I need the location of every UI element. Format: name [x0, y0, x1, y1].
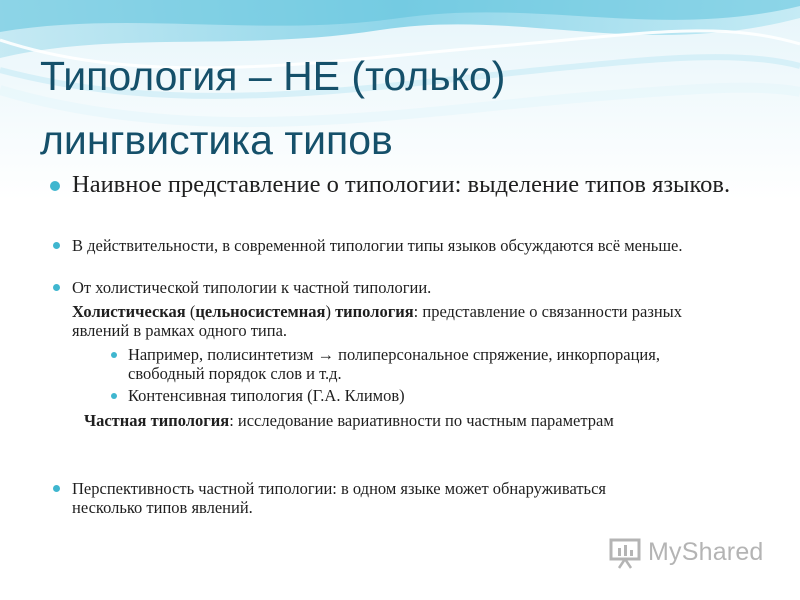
myshared-watermark — [608, 535, 768, 571]
partial-definition-text: : исследование вариативности по частным параметрам — [229, 411, 614, 430]
example-after: полиперсональное спряжение, инкорпорация, свободный порядок слов и т.д. — [128, 345, 660, 383]
arrow-icon: → — [317, 345, 335, 364]
bullet-dot — [50, 181, 60, 191]
sub-bullet-contensive — [128, 386, 708, 405]
bullet-dot — [53, 284, 60, 291]
bullet-naive-view-text: Наивное представление о типологии: выделение типов языков. — [72, 171, 731, 198]
holistic-typology-word: типология — [335, 302, 414, 321]
holistic-typology-definition — [72, 302, 712, 340]
partial-term: Частная типология — [84, 411, 230, 430]
holistic-definition-text: : представление о связанности разных явлений в рамках одного типа. — [72, 302, 683, 340]
bullet-naive-view — [72, 172, 732, 198]
bullet-reality — [72, 236, 762, 255]
bullet-holistic-to-partial-text: От холистической типологии к частной типологии. — [72, 278, 432, 297]
watermark-text: MyShared — [648, 538, 764, 566]
example-before: Например, полисинтетизм — [128, 345, 318, 364]
holistic-synonym: цельносистемная — [195, 302, 326, 321]
bullet-dot — [53, 242, 60, 249]
partial-typology-definition — [84, 411, 684, 430]
slide-title — [40, 44, 760, 172]
sub-bullet-dot — [111, 393, 117, 399]
bullet-reality-text: В действительности, в современной типологии типы языков обсуждаются всё меньше. — [72, 236, 683, 255]
sub-bullet-polysynthesis — [128, 345, 708, 383]
title-line-1: Типология – НЕ (только) — [40, 53, 506, 99]
bullet-holistic-to-partial — [72, 278, 762, 297]
bullet-dot — [53, 485, 60, 492]
paren-open: ( — [185, 302, 196, 321]
bullet-partial-perspective-text: Перспективность частной типологии: в одном языке может обнаруживаться несколько типов явлений. — [72, 479, 606, 517]
bullet-partial-perspective — [72, 479, 672, 517]
paren-close: ) — [325, 302, 336, 321]
sub-bullet-contensive-text: Контенсивная типология (Г.А. Климов) — [128, 386, 405, 405]
sub-bullet-dot — [111, 352, 117, 358]
holistic-term: Холистическая — [72, 302, 186, 321]
presentation-board-icon — [608, 537, 642, 569]
title-line-2: лингвистика типов — [40, 117, 393, 163]
